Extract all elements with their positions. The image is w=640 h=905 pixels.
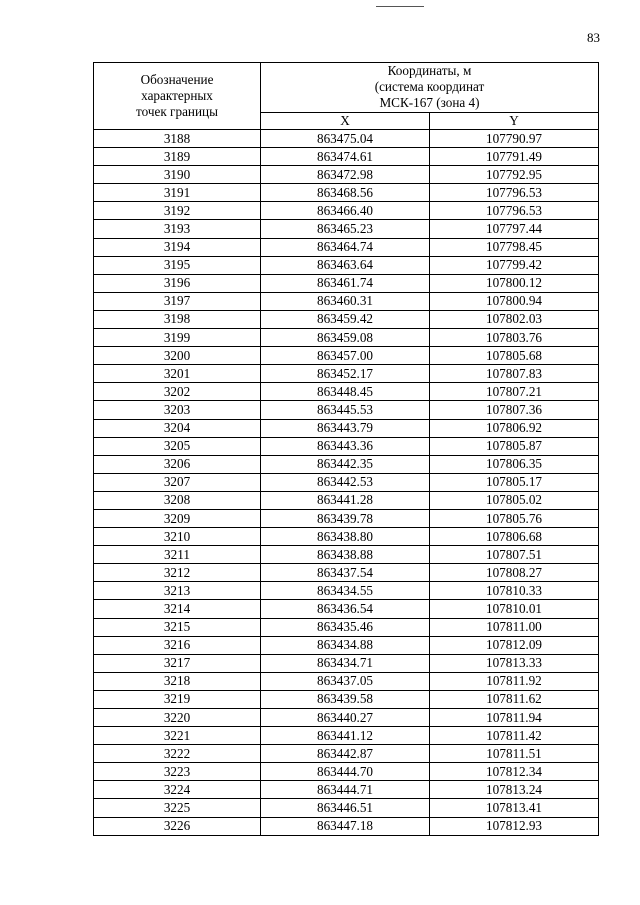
- cell-point-id: 3220: [94, 709, 261, 727]
- cell-y: 107805.02: [430, 491, 599, 509]
- cell-x: 863441.28: [261, 491, 430, 509]
- cell-point-id: 3196: [94, 274, 261, 292]
- cell-y: 107811.94: [430, 709, 599, 727]
- table-row: [94, 546, 599, 564]
- header-coordinates-line: МСК-167 (зона 4): [379, 95, 480, 111]
- table-row: [94, 727, 599, 745]
- cell-x: 863439.78: [261, 509, 430, 527]
- table-row: [94, 672, 599, 690]
- cell-y: 107805.87: [430, 437, 599, 455]
- table-row: [94, 166, 599, 184]
- cell-y: 107811.00: [430, 618, 599, 636]
- cell-x: 863438.80: [261, 528, 430, 546]
- cell-point-id: 3204: [94, 419, 261, 437]
- cell-y: 107811.92: [430, 672, 599, 690]
- cell-x: 863446.51: [261, 799, 430, 817]
- table-row: [94, 238, 599, 256]
- table-row: [94, 654, 599, 672]
- cell-x: 863460.31: [261, 292, 430, 310]
- table-row: [94, 491, 599, 509]
- cell-point-id: 3200: [94, 347, 261, 365]
- cell-x: 863452.17: [261, 365, 430, 383]
- cell-x: 863459.08: [261, 329, 430, 347]
- cell-point-id: 3193: [94, 220, 261, 238]
- cell-y: 107806.35: [430, 455, 599, 473]
- cell-y: 107800.94: [430, 292, 599, 310]
- cell-x: 863435.46: [261, 618, 430, 636]
- cell-y: 107797.44: [430, 220, 599, 238]
- cell-y: 107800.12: [430, 274, 599, 292]
- cell-point-id: 3211: [94, 546, 261, 564]
- cell-point-id: 3207: [94, 473, 261, 491]
- cell-y: 107808.27: [430, 564, 599, 582]
- top-rule: [376, 6, 424, 7]
- cell-y: 107805.76: [430, 509, 599, 527]
- cell-y: 107812.93: [430, 817, 599, 835]
- table-row: [94, 383, 599, 401]
- cell-point-id: 3217: [94, 654, 261, 672]
- header-point-label-line: характерных: [141, 88, 213, 103]
- cell-x: 863436.54: [261, 600, 430, 618]
- cell-x: 863468.56: [261, 184, 430, 202]
- table-row: [94, 781, 599, 799]
- cell-point-id: 3189: [94, 148, 261, 166]
- cell-y: 107790.97: [430, 130, 599, 148]
- cell-x: 863457.00: [261, 347, 430, 365]
- cell-y: 107792.95: [430, 166, 599, 184]
- header-y: Y: [430, 112, 599, 129]
- cell-y: 107811.51: [430, 745, 599, 763]
- table-row: [94, 256, 599, 274]
- cell-point-id: 3205: [94, 437, 261, 455]
- table-row: [94, 220, 599, 238]
- cell-point-id: 3191: [94, 184, 261, 202]
- cell-point-id: 3188: [94, 130, 261, 148]
- cell-x: 863434.55: [261, 582, 430, 600]
- table-row: [94, 618, 599, 636]
- table-row: [94, 636, 599, 654]
- header-point-label-line: точек границы: [136, 104, 218, 119]
- cell-y: 107803.76: [430, 329, 599, 347]
- table-row: [94, 347, 599, 365]
- table-row: [94, 437, 599, 455]
- table-row: [94, 600, 599, 618]
- cell-point-id: 3218: [94, 672, 261, 690]
- table-row: [94, 274, 599, 292]
- cell-x: 863447.18: [261, 817, 430, 835]
- cell-point-id: 3194: [94, 238, 261, 256]
- cell-y: 107806.68: [430, 528, 599, 546]
- table-row: [94, 709, 599, 727]
- cell-x: 863472.98: [261, 166, 430, 184]
- cell-x: 863434.71: [261, 654, 430, 672]
- cell-y: 107802.03: [430, 310, 599, 328]
- cell-point-id: 3222: [94, 745, 261, 763]
- table-row: [94, 148, 599, 166]
- table-row: [94, 455, 599, 473]
- cell-point-id: 3219: [94, 690, 261, 708]
- table-row: [94, 130, 599, 148]
- cell-x: 863443.79: [261, 419, 430, 437]
- cell-point-id: 3223: [94, 763, 261, 781]
- header-point-label-line: Обозначение: [140, 72, 214, 87]
- cell-y: 107807.36: [430, 401, 599, 419]
- table-body: [94, 130, 599, 836]
- table-row: [94, 184, 599, 202]
- cell-x: 863465.23: [261, 220, 430, 238]
- cell-x: 863434.88: [261, 636, 430, 654]
- cell-point-id: 3192: [94, 202, 261, 220]
- cell-y: 107810.33: [430, 582, 599, 600]
- cell-x: 863437.05: [261, 672, 430, 690]
- cell-point-id: 3224: [94, 781, 261, 799]
- cell-x: 863463.64: [261, 256, 430, 274]
- table-row: [94, 745, 599, 763]
- cell-point-id: 3221: [94, 727, 261, 745]
- cell-point-id: 3214: [94, 600, 261, 618]
- cell-point-id: 3202: [94, 383, 261, 401]
- cell-x: 863440.27: [261, 709, 430, 727]
- cell-x: 863459.42: [261, 310, 430, 328]
- cell-point-id: 3203: [94, 401, 261, 419]
- cell-y: 107806.92: [430, 419, 599, 437]
- cell-y: 107812.09: [430, 636, 599, 654]
- cell-x: 863442.87: [261, 745, 430, 763]
- table-row: [94, 473, 599, 491]
- cell-x: 863474.61: [261, 148, 430, 166]
- cell-y: 107810.01: [430, 600, 599, 618]
- table-row: [94, 419, 599, 437]
- table-row: [94, 528, 599, 546]
- cell-y: 107796.53: [430, 202, 599, 220]
- cell-x: 863441.12: [261, 727, 430, 745]
- cell-point-id: 3213: [94, 582, 261, 600]
- cell-point-id: 3210: [94, 528, 261, 546]
- table-row: [94, 564, 599, 582]
- cell-point-id: 3216: [94, 636, 261, 654]
- cell-point-id: 3198: [94, 310, 261, 328]
- cell-x: 863439.58: [261, 690, 430, 708]
- cell-point-id: 3195: [94, 256, 261, 274]
- table-row: [94, 799, 599, 817]
- header-x: X: [261, 112, 430, 129]
- cell-y: 107807.51: [430, 546, 599, 564]
- coordinates-table: [93, 62, 599, 836]
- cell-x: 863466.40: [261, 202, 430, 220]
- cell-y: 107805.68: [430, 347, 599, 365]
- cell-point-id: 3201: [94, 365, 261, 383]
- table-row: [94, 509, 599, 527]
- cell-x: 863444.71: [261, 781, 430, 799]
- table-row: [94, 582, 599, 600]
- cell-x: 863442.35: [261, 455, 430, 473]
- cell-x: 863448.45: [261, 383, 430, 401]
- header-coordinates: [261, 63, 599, 113]
- cell-y: 107813.33: [430, 654, 599, 672]
- cell-point-id: 3225: [94, 799, 261, 817]
- cell-x: 863475.04: [261, 130, 430, 148]
- cell-x: 863437.54: [261, 564, 430, 582]
- cell-y: 107799.42: [430, 256, 599, 274]
- cell-x: 863444.70: [261, 763, 430, 781]
- cell-point-id: 3197: [94, 292, 261, 310]
- cell-y: 107812.34: [430, 763, 599, 781]
- cell-y: 107813.24: [430, 781, 599, 799]
- table-row: [94, 202, 599, 220]
- cell-y: 107807.83: [430, 365, 599, 383]
- cell-x: 863443.36: [261, 437, 430, 455]
- cell-y: 107805.17: [430, 473, 599, 491]
- table-row: [94, 763, 599, 781]
- cell-y: 107807.21: [430, 383, 599, 401]
- cell-y: 107798.45: [430, 238, 599, 256]
- cell-x: 863438.88: [261, 546, 430, 564]
- cell-y: 107791.49: [430, 148, 599, 166]
- cell-point-id: 3215: [94, 618, 261, 636]
- cell-point-id: 3199: [94, 329, 261, 347]
- cell-y: 107813.41: [430, 799, 599, 817]
- cell-y: 107811.62: [430, 690, 599, 708]
- cell-point-id: 3226: [94, 817, 261, 835]
- cell-point-id: 3209: [94, 509, 261, 527]
- cell-point-id: 3206: [94, 455, 261, 473]
- cell-x: 863442.53: [261, 473, 430, 491]
- cell-point-id: 3190: [94, 166, 261, 184]
- cell-point-id: 3208: [94, 491, 261, 509]
- cell-x: 863461.74: [261, 274, 430, 292]
- page-number: 83: [587, 30, 600, 45]
- cell-point-id: 3212: [94, 564, 261, 582]
- cell-x: 863464.74: [261, 238, 430, 256]
- header-coordinates-line: (система координат: [374, 79, 485, 95]
- table-row: [94, 817, 599, 835]
- header-coordinates-line: Координаты, м: [387, 63, 472, 79]
- cell-x: 863445.53: [261, 401, 430, 419]
- cell-y: 107811.42: [430, 727, 599, 745]
- table-row: [94, 329, 599, 347]
- table-row: [94, 401, 599, 419]
- cell-y: 107796.53: [430, 184, 599, 202]
- table-row: [94, 292, 599, 310]
- table-row: [94, 310, 599, 328]
- table-row: [94, 365, 599, 383]
- header-point-label: [94, 63, 261, 130]
- table-row: [94, 690, 599, 708]
